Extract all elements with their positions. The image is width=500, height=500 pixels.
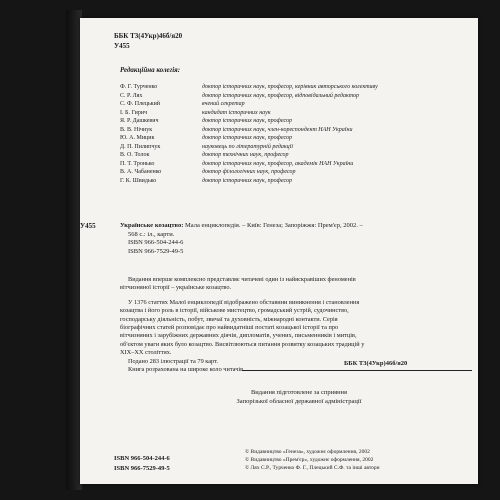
board-member-row (120, 93, 460, 102)
board-member-row (120, 161, 460, 170)
board-member-row (120, 144, 460, 153)
isbn-bottom-2: ISBN 966-7529-49-5 (114, 465, 170, 472)
reference-title: Українське козацтво: (120, 222, 184, 229)
board-member-name: І. Б. Гирич (120, 109, 148, 116)
reference-line-2: 568 с.: іл., карти. (128, 230, 175, 238)
copyright-block (245, 448, 380, 472)
board-member-row (120, 127, 460, 136)
annotation-line: біографічних статей розповідає про найвидатніші постаті козацької історії та про (120, 324, 339, 332)
divider-line (242, 370, 472, 371)
board-member-role: доктор філологічних наук, професор (202, 169, 296, 175)
board-member-name: В. А. Чабаненко (120, 169, 162, 175)
board-member-role: доктор технічних наук, професор (202, 152, 289, 158)
udc-code-top: У455 (114, 42, 130, 50)
board-member-name: В. О. Толок (120, 152, 150, 158)
isbn-bottom-1: ISBN 966-504-244-6 (114, 455, 170, 462)
annotation-line: господарську діяльність, побут, звичаї та духовність, міжнародні контакти. Серія (120, 315, 338, 323)
board-member-row (120, 178, 460, 187)
board-member-row (120, 169, 460, 178)
udc-code-reference: У455 (80, 222, 96, 230)
board-member-row (120, 135, 460, 144)
copyright-line-2: © Видавництво «Прем'єр», художнє оформлення, 2002 (245, 457, 374, 463)
copyright-line-3: © Лях С.Р., Турченко Ф. Г., Плецький С.Ф. та інші автори (245, 465, 380, 471)
prepared-note (184, 388, 414, 406)
reference-rest: Мала енциклопедія. – Київ: Генеза; Запоріжжя: Прем'єр, 2002. – (185, 222, 363, 229)
board-member-name: Я. Р. Дашкевич (120, 118, 159, 124)
board-member-name: Д. П. Пилипчук (120, 143, 161, 150)
annotation-line: Книга розрахована на широке коло читачів. (128, 366, 245, 374)
board-member-role: науковець по літературній редакції (202, 143, 294, 150)
annotation-line: вітчизняної історії – українське козацтво. (120, 284, 232, 292)
board-member-row (120, 101, 460, 110)
annotation-line: XIX–XX століттях. (120, 349, 172, 357)
board-member-row (120, 110, 460, 119)
board-member-role: доктор історичних наук, професор (202, 135, 292, 141)
board-member-role: доктор історичних наук, член-кореспондент НАН України (202, 126, 353, 133)
board-member-role: вчений секретар (202, 101, 245, 107)
board-member-name: П. Т. Тронько (120, 160, 155, 167)
editorial-board-list (120, 84, 460, 186)
annotation-line: об'єктом уваги яких було козацтво. Висвітлюються питання розвитку козацьких традицій у (120, 340, 365, 348)
editorial-board-title: Редакційна колегія: (120, 66, 181, 74)
board-member-role: доктор історичних наук, професор (202, 118, 292, 124)
annotation-line: Видання вперше комплексно представляє читачеві один із найяскравіших феноменів (128, 276, 356, 283)
annotation-line: У 1376 статтях Малої енциклопедії відображено обставини виникнення і становлення (128, 298, 360, 306)
board-member-name: Ф. Г. Турченко (120, 84, 158, 90)
board-member-role: кандидат історичних наук (202, 109, 271, 116)
board-member-name: С. Ф. Плецький (120, 101, 161, 107)
prepared-line-2: Запорізької обласної державної адміністрації (236, 398, 362, 405)
board-member-role: доктор історичних наук, професор, академік НАН України (202, 160, 354, 167)
annotation-line: Подано 283 ілюстрації та 79 карт. (128, 357, 218, 365)
board-member-row (120, 118, 460, 127)
annotation-line: вітчизняних і зарубіжних державних діячів, дипломатів, учених, письменників і митців, (120, 332, 357, 340)
board-member-row (120, 152, 460, 161)
reference-isbn-2: ISBN 966-7529-49-5 (128, 247, 184, 255)
board-member-role: доктор історичних наук, професор, керівник авторського колективу (202, 84, 378, 90)
reference-line-1 (120, 222, 450, 231)
bibliographic-reference (120, 222, 450, 256)
bbk-code-top: ББК Т3(4Укр)46б/я20 (114, 32, 183, 40)
board-member-name: С. Р. Лях (120, 92, 143, 99)
annotation-line: козацтва і його роль в історії, військове мистецтво, громадський устрій, судочинство, (120, 307, 349, 315)
board-member-name: Ю. А. Мицик (120, 135, 155, 141)
board-member-name: Г. К. Швидько (120, 177, 157, 184)
board-member-role: доктор історичних наук, професор, відповідальний редактор (202, 92, 360, 99)
prepared-line-1: Видання підготовлене за сприяння (250, 389, 348, 396)
reference-isbn-1: ISBN 966-504-244-6 (128, 239, 184, 246)
bbk-code-bottom: ББК Т3(4Укр)46б/я20 (344, 360, 408, 367)
copyright-line-1: © Видавництво «Генеза», художнє оформлення, 2002 (245, 449, 370, 455)
board-member-role: доктор історичних наук, професор (202, 177, 292, 184)
book-page (80, 18, 478, 484)
board-member-row (120, 84, 460, 93)
board-member-name: В. В. Нічиук (120, 126, 153, 133)
